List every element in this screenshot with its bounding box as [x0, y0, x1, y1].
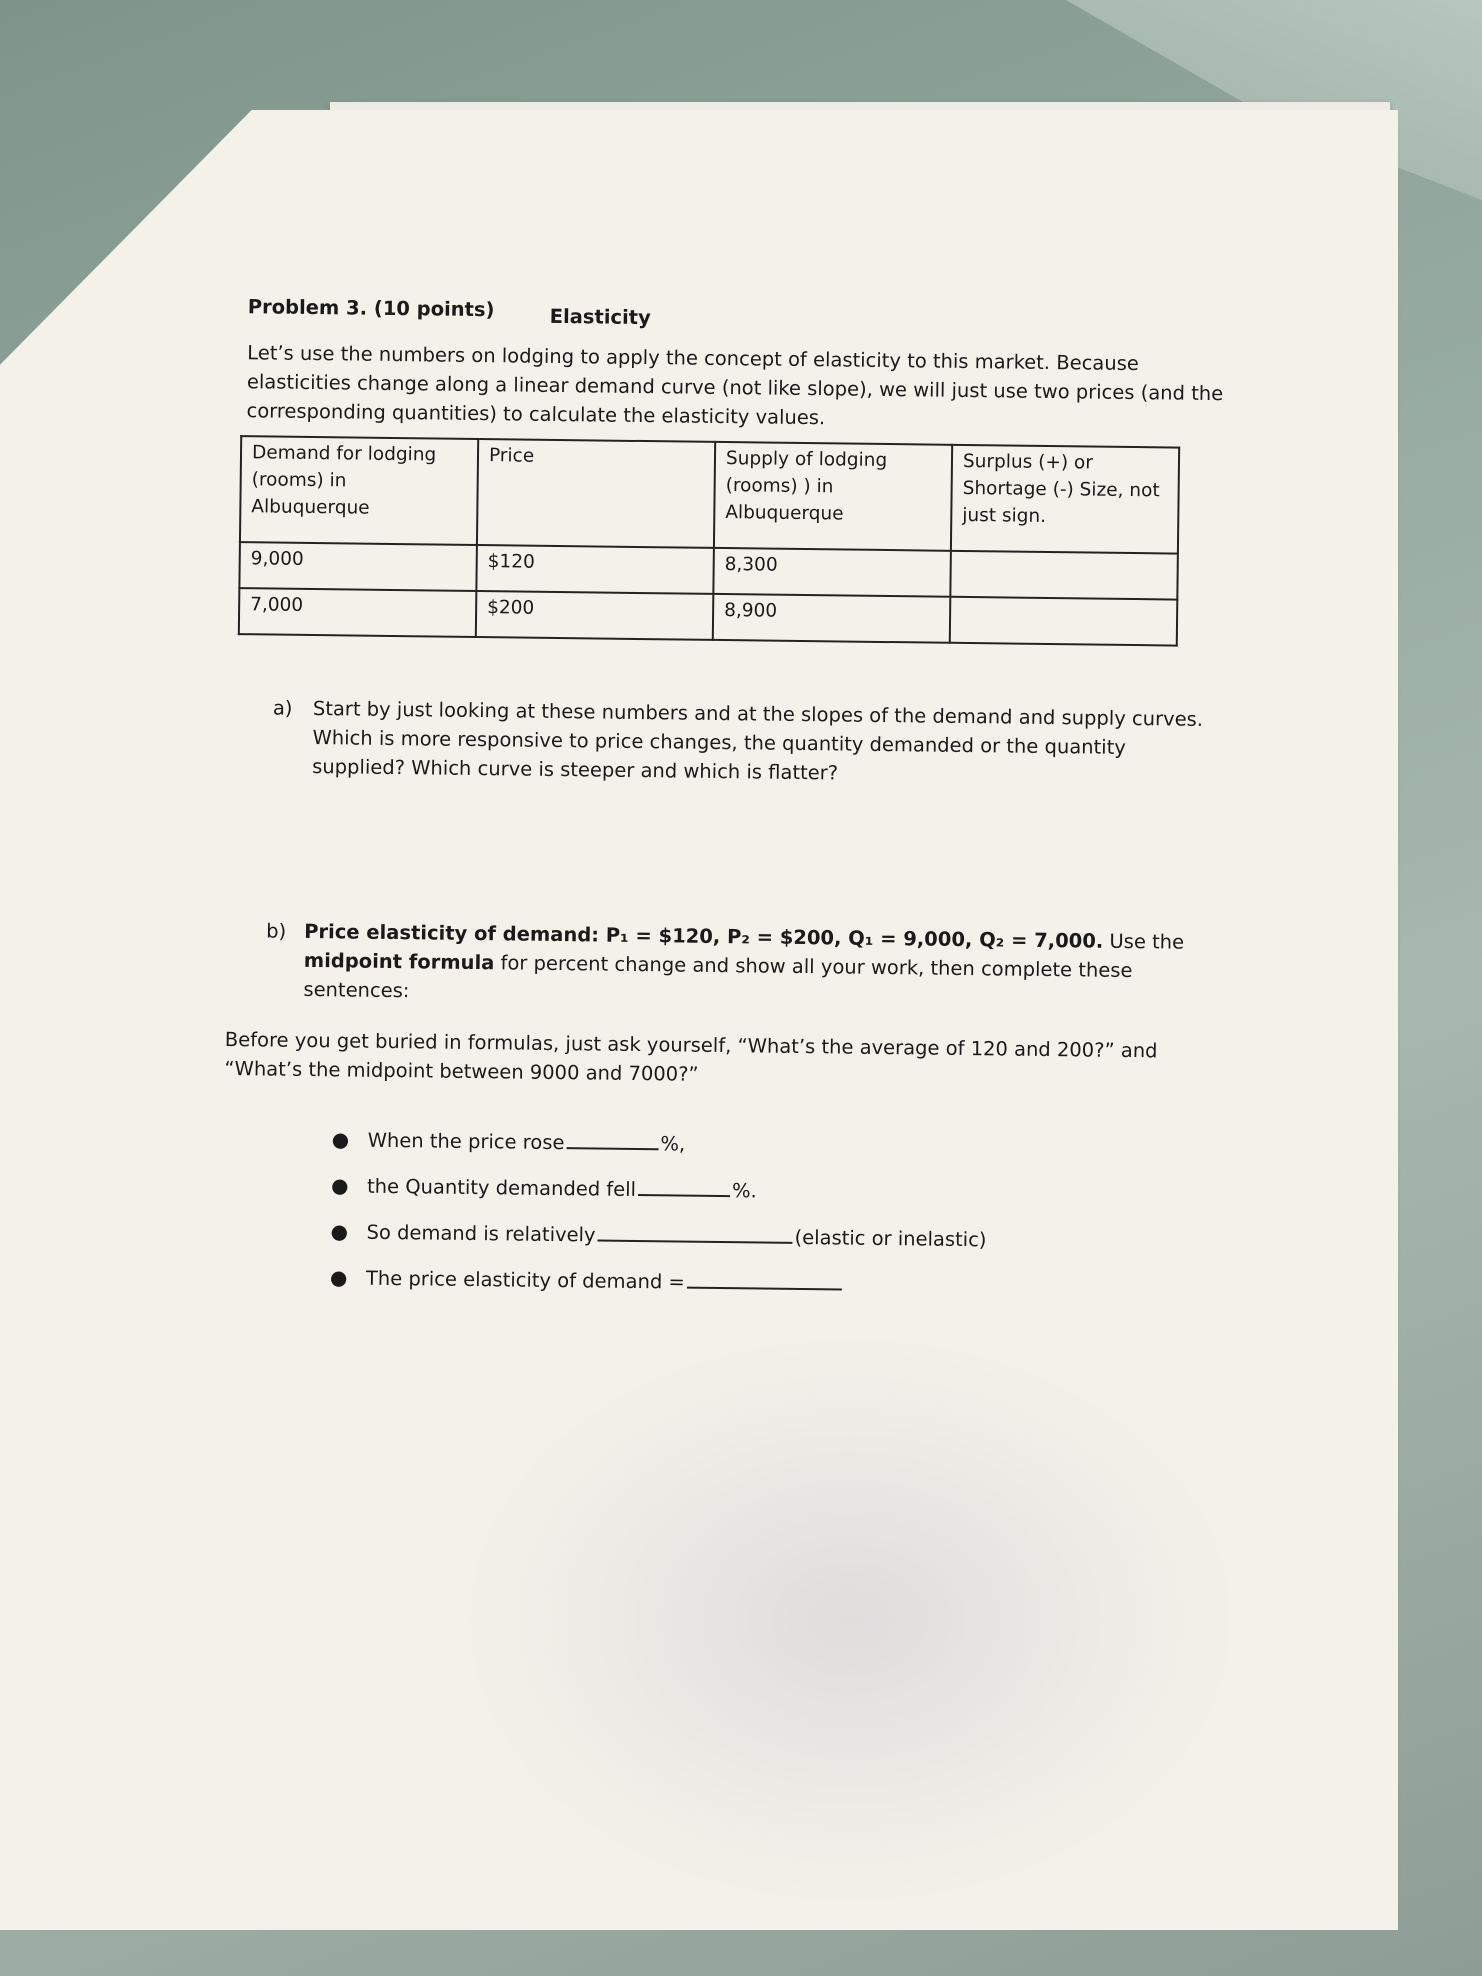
- cell-price: $200: [476, 591, 714, 640]
- bullet-icon: ●: [330, 1173, 349, 1198]
- question-a: [272, 694, 1227, 793]
- question-b-text: [303, 917, 1224, 1015]
- answer-blank[interactable]: [566, 1127, 658, 1150]
- question-b-middle: Use the: [1103, 929, 1185, 954]
- bullet-icon: ●: [331, 1127, 350, 1152]
- header-surplus: Surplus (+) or Shortage (-) Size, not just sign.: [951, 445, 1179, 554]
- sentence-suffix: %.: [731, 1179, 757, 1203]
- sentence-suffix: (elastic or inelastic): [794, 1225, 987, 1252]
- header-price: Price: [477, 439, 715, 548]
- sentence-prefix: The price elasticity of demand =: [365, 1266, 685, 1294]
- phone-shadow: [470, 1340, 1230, 1900]
- question-b-lead: Price elasticity of demand: P₁ = $120, P₂ = $200, Q₁ = 9,000, Q₂ = 7,000.: [304, 919, 1104, 953]
- answer-blank[interactable]: [597, 1220, 792, 1244]
- cell-demand: 9,000: [239, 542, 477, 591]
- question-a-text: Start by just looking at these numbers and at the slopes of the demand and supply curves. Which is more responsive to price changes, the quantity demanded or the quantity supplied? Which curve is steeper and which is flatter?: [312, 697, 1204, 785]
- header-supply: Supply of lodging (rooms) ) in Albuquerque: [714, 442, 952, 551]
- problem-title: Problem 3. (10 points): [247, 295, 495, 322]
- section-title: Elasticity: [549, 304, 651, 330]
- table-header-row: [240, 436, 1179, 553]
- bullet-icon: ●: [330, 1219, 349, 1244]
- bullet-icon: ●: [329, 1265, 348, 1290]
- question-b-term: midpoint formula: [303, 948, 495, 975]
- worksheet-content: [220, 292, 1232, 1319]
- sentence-suffix: %,: [660, 1132, 686, 1156]
- sentence-prefix: So demand is relatively: [366, 1220, 596, 1247]
- answer-blank[interactable]: [638, 1174, 730, 1197]
- header-demand: Demand for lodging (rooms) in Albuquerque: [240, 436, 478, 545]
- question-b-tail: for percent change and show all your work, then complete these sentences:: [303, 951, 1133, 1003]
- lodging-table: [238, 435, 1180, 646]
- cell-price: $120: [476, 545, 714, 594]
- cell-supply: 8,900: [713, 594, 951, 643]
- cell-demand: 7,000: [239, 588, 477, 637]
- sentence-list: [330, 1124, 1222, 1319]
- cell-supply: 8,300: [713, 548, 951, 597]
- intro-paragraph: Let’s use the numbers on lodging to apply the concept of elasticity to this market. Because elasticities change along a linear demand curve (not like slope), we will just use two prices (and the corresponding quantities) to calculate the elasticity values.: [246, 341, 1224, 430]
- cell-surplus: [950, 597, 1178, 646]
- hint-paragraph: Before you get buried in formulas, just ask yourself, “What’s the average of 120 and 200?” and “What’s the midpoint between 9000 and 7000?”: [224, 1027, 1158, 1086]
- sentence-prefix: the Quantity demanded fell: [366, 1174, 637, 1202]
- sentence-prefix: When the price rose: [367, 1128, 565, 1155]
- answer-blank[interactable]: [687, 1267, 842, 1291]
- question-a-letter: a): [272, 696, 293, 720]
- question-b: [265, 916, 1224, 1015]
- cell-surplus: [950, 551, 1178, 600]
- question-b-letter: b): [266, 919, 287, 943]
